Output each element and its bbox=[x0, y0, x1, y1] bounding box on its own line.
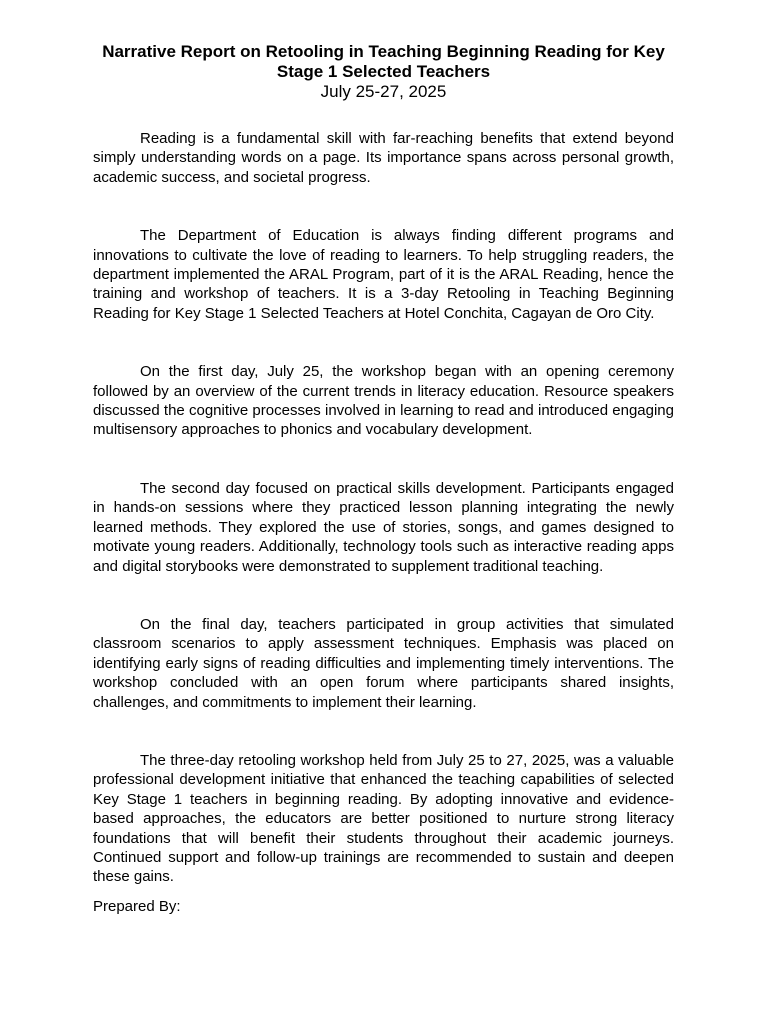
paragraph-conclusion: The three-day retooling workshop held from July 25 to 27, 2025, was a valuable professional development initiative that enhanced the teaching capabilities of selected Key Stage 1 teachers in beginning reading. By adopting innovative and evidence-based approaches, the educators are better positioned to nurture strong literacy foundations that will benefit their students throughout their academic journeys. Continued support and follow-up trainings are recommended to sustain and deepen these gains. bbox=[93, 751, 674, 886]
document-date: July 25-27, 2025 bbox=[320, 82, 447, 101]
document-page bbox=[93, 42, 674, 916]
paragraph-day-three: On the final day, teachers participated in group activities that simulated classroom scenarios to apply assessment techniques. Emphasis was placed on identifying early signs of reading difficulties and implementing timely interventions. The workshop concluded with an open forum where participants shared insights, challenges, and commitments to implement their learning. bbox=[93, 615, 674, 711]
prepared-by-label: Prepared By: bbox=[93, 897, 181, 915]
paragraph-introduction: Reading is a fundamental skill with far-reaching benefits that extend beyond simply understanding words on a page. Its importance spans across personal growth, academic success, and societal progress. bbox=[93, 130, 674, 186]
paragraph-day-one: On the first day, July 25, the workshop began with an opening ceremony followed by an overview of the current trends in literacy education. Resource speakers discussed the cognitive processes involved in learning to read and introduced engaging multisensory approaches to phonics and vocabulary development. bbox=[93, 363, 674, 439]
document-title: Narrative Report on Retooling in Teaching Beginning Reading for Key Stage 1 Selected Teachers bbox=[102, 42, 665, 81]
paragraph-background: The Department of Education is always finding different programs and innovations to cultivate the love of reading to learners. To help struggling readers, the department implemented the ARAL Program, part of it is the ARAL Reading, hence the training and workshop of teachers. It is a 3-day Retooling in Teaching Beginning Reading for Key Stage 1 Selected Teachers at Hotel Conchita, Cagayan de Oro City. bbox=[93, 227, 674, 322]
paragraph-day-two: The second day focused on practical skills development. Participants engaged in hands-on sessions where they practiced lesson planning integrating the newly learned methods. They explored the use of stories, songs, and games designed to motivate young readers. Additionally, technology tools such as interactive reading apps and digital storybooks were demonstrated to supplement traditional teaching. bbox=[93, 479, 674, 575]
